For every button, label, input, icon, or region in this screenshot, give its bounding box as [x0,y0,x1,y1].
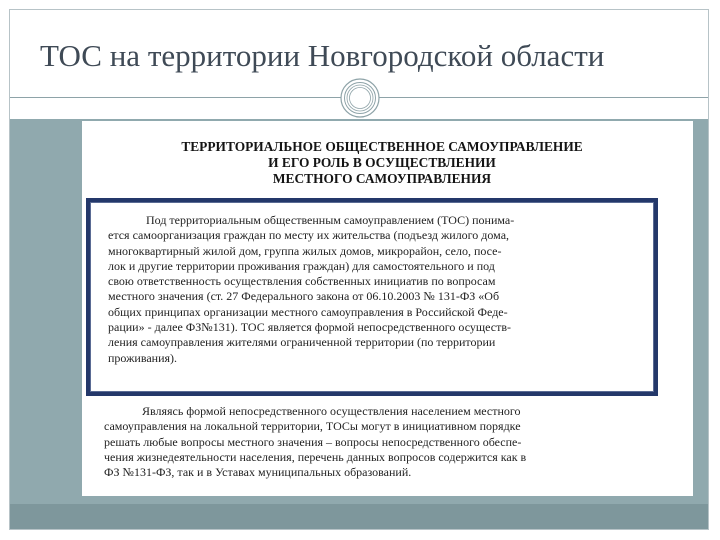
footer-band [10,504,708,529]
text-line: местного значения (ст. 27 Федерального закона от 06.10.2003 № 131-ФЗ «Об [108,289,500,304]
text-line: общих принципах организации местного самоуправления в Российской Феде- [108,304,508,319]
document-image [82,121,693,496]
circle-ornament-icon [340,78,380,118]
definition-box [86,198,658,396]
text-line: многоквартирный жилой дом, группа жилых домов, микрорайон, село, посе- [108,243,502,258]
text-line: ется самоорганизация граждан по месту их жительства (подъезд жилого дома, [108,228,510,243]
text-line: лок и другие территории проживания граждан) для самостоятельного и под [108,258,495,273]
text-line: рации» - далее ФЗ№131). ТОС является формой непосредственного осуществ- [108,320,511,335]
definition-paragraph [108,213,633,366]
heading-line: ТЕРРИТОРИАЛЬНОЕ ОБЩЕСТВЕННОЕ САМОУПРАВЛЕНИЕ [181,139,583,154]
text-line: ления самоуправления жителями ограниченной территории (по территории [108,335,496,350]
text-line: чения жизнедеятельности населения, перечень данных вопросов содержится как в [104,449,527,464]
text-line: Под территориальным общественным самоуправлением (ТОС) понима- [146,213,515,227]
text-line: ФЗ №131-ФЗ, так и в Уставах муниципальных образований. [104,465,412,480]
body-paragraph [104,404,652,480]
text-line: проживания). [108,350,178,365]
heading-line: МЕСТНОГО САМОУПРАВЛЕНИЯ [272,171,492,186]
document-heading [82,139,682,187]
text-line: свою ответственность осуществления собственных инициатив по вопросам [108,274,496,289]
slide-title: ТОС на территории Новгородской области [40,38,605,73]
text-line: Являясь формой непосредственного осуществления населением местного [142,404,521,418]
text-line: решать любые вопросы местного значения – вопросы непосредственного обеспе- [104,434,522,449]
heading-line: И ЕГО РОЛЬ В ОСУЩЕСТВЛЕНИИ [268,155,496,170]
text-line: самоуправления на локальной территории, ТОСы могут в инициативном порядке [104,419,521,434]
